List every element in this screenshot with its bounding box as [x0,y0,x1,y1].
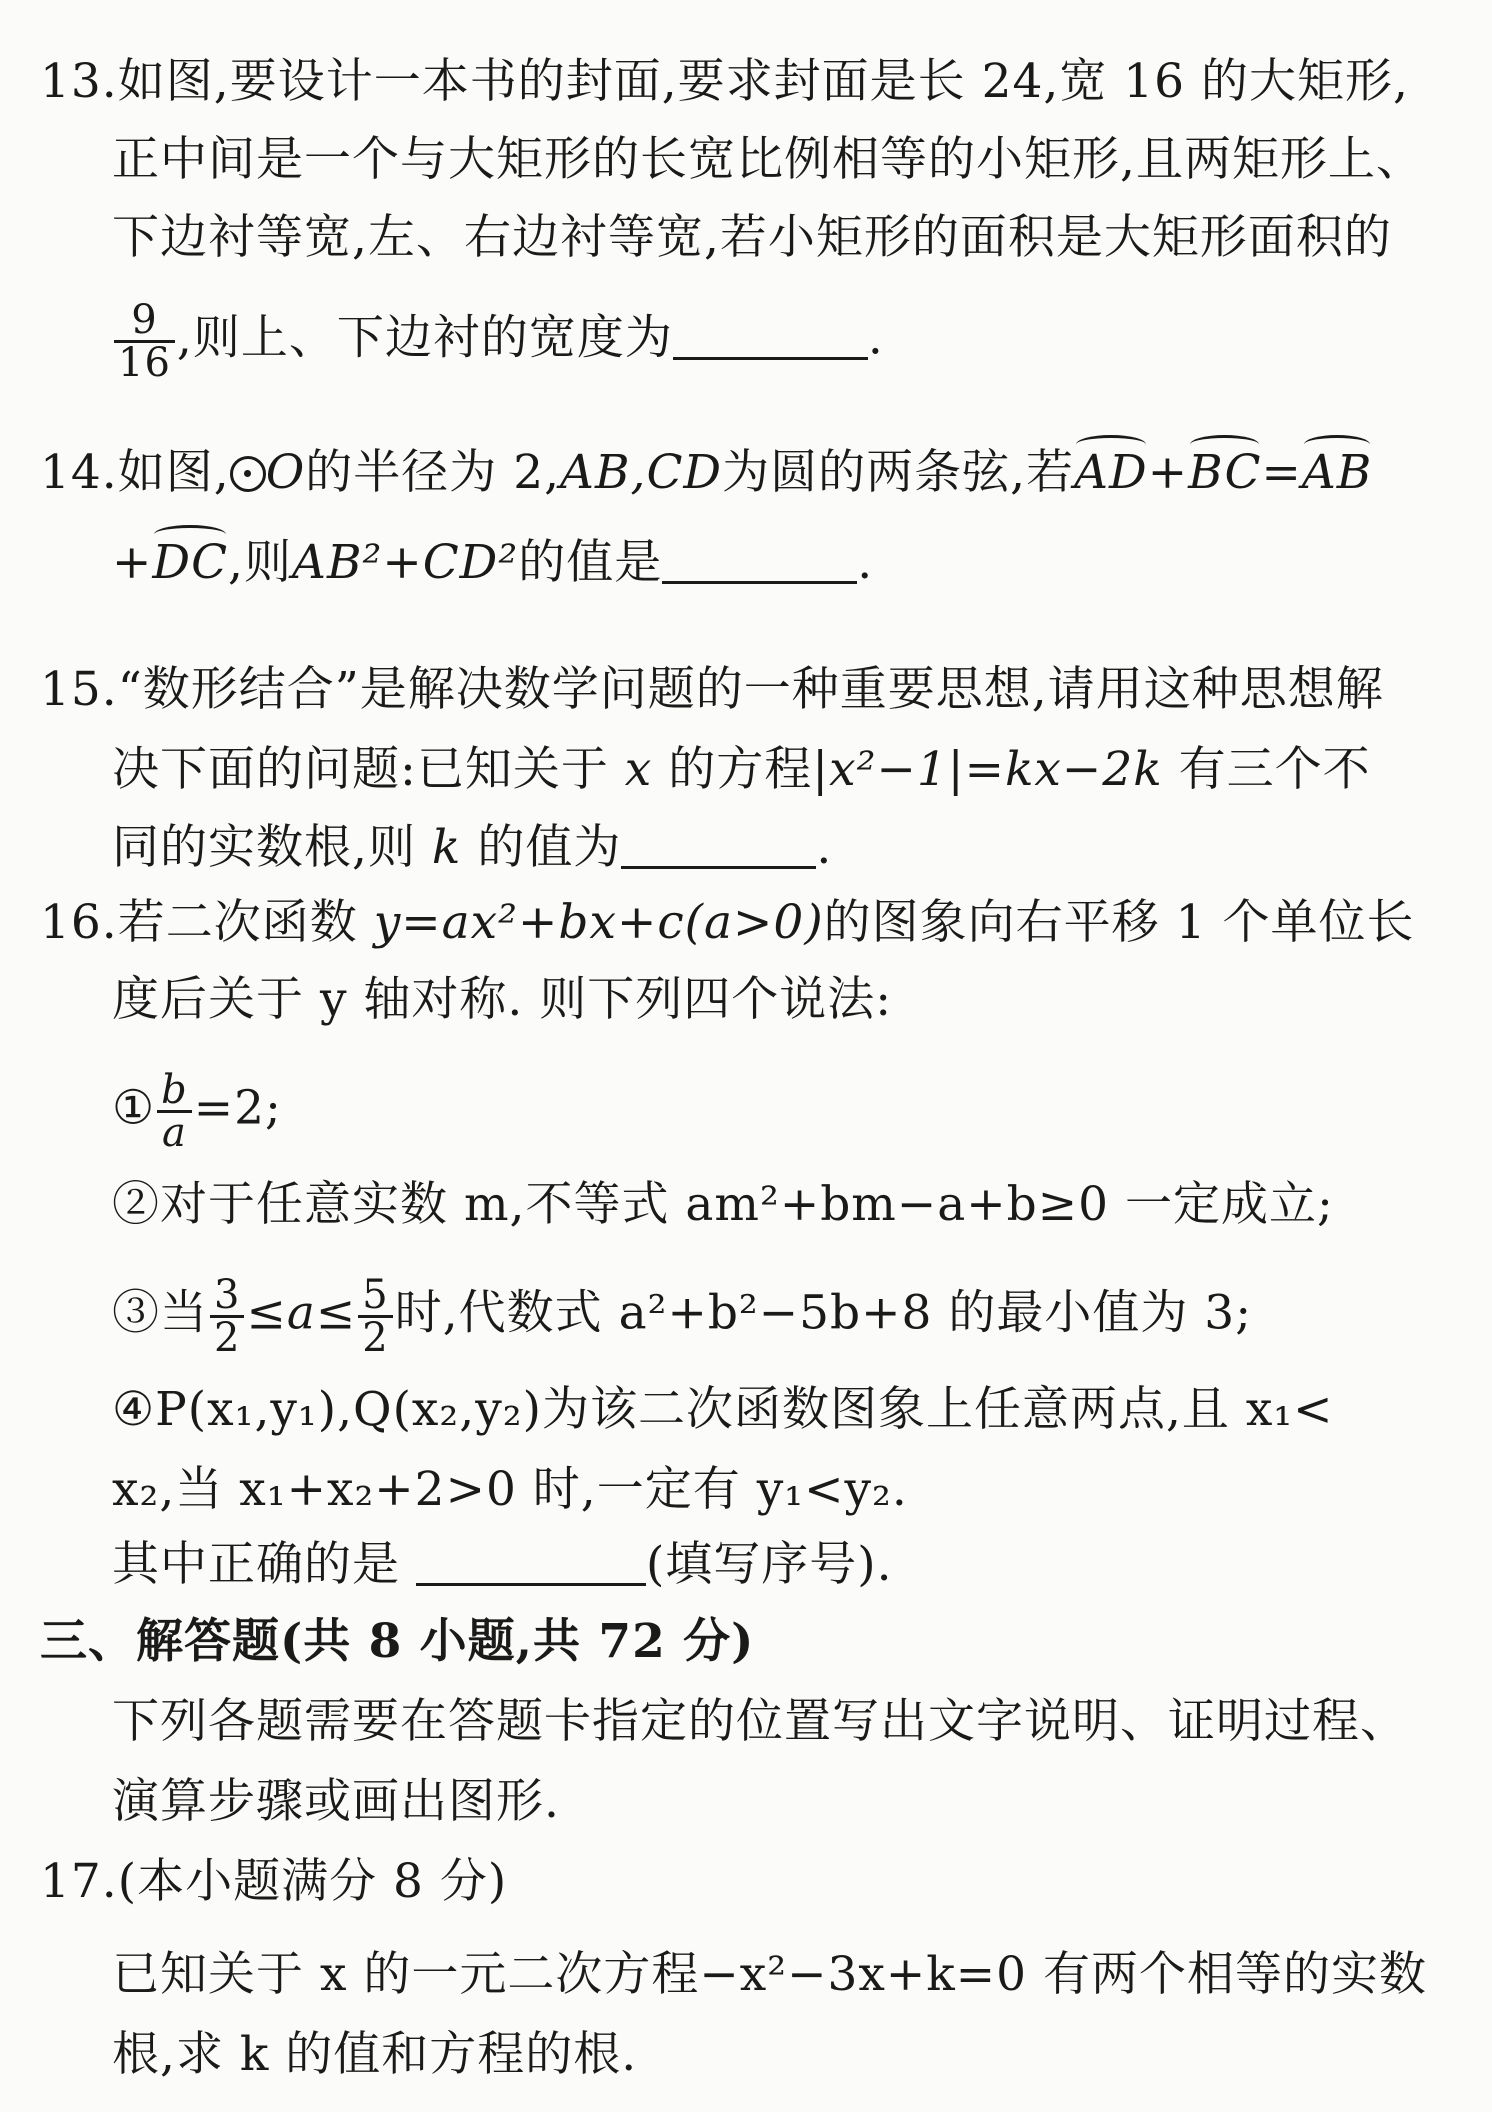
q16-s1-mark: ① [112,1080,156,1136]
q15-equation: |x²−1|=kx−2k [812,742,1163,797]
q14-chords: AB,CD [560,445,723,500]
q16-s1-den: a [162,1110,187,1156]
q13-text-line1: 如图,要设计一本书的封面,要求封面是长 24,宽 16 的大矩形, [117,54,1409,109]
q16-s1-num: b [157,1070,192,1113]
q14-text-b: 的半径为 2, [305,445,561,500]
section-3-intro-line2: 演算步骤或画出图形. [112,1774,560,1829]
q15-var-x: x [624,742,653,797]
q16-s1-rest: =2; [193,1080,282,1136]
q13-fraction [114,297,175,386]
section-3-intro-line1: 下列各题需要在答题卡指定的位置写出文字说明、证明过程、 [112,1694,1408,1749]
q14-line2 [112,533,873,593]
q14-circle-label: O [265,445,306,500]
q13-line2: 正中间是一个与大矩形的长宽比例相等的小矩形,且两矩形上、 [112,132,1424,187]
q14-number: 14. [40,445,118,500]
q15-answer-blank [621,826,816,869]
q14-expression: AB²+CD² [292,535,519,590]
q13-line1 [40,52,1409,112]
q17-header [40,1852,507,1912]
q16-number: 16. [40,895,118,950]
q17-score: (本小题满分 8 分) [117,1854,508,1909]
q16-ask-text: 其中正确的是 [112,1537,400,1592]
q15-number: 15. [40,662,118,717]
q15-line3 [112,818,832,878]
q16-ask [112,1535,893,1595]
q14-arc-dc: DC [152,533,228,593]
q14-arc-bc: BC [1188,443,1261,503]
q15-text-3a: 同的实数根,则 [112,820,416,875]
q13-line3: 下边衬等宽,左、右边衬等宽,若小矩形的面积是大矩形面积的 [112,210,1392,265]
q16-s3-mid: ≤a≤ [246,1285,357,1341]
q16-s3-fraction-2 [358,1272,392,1361]
q16-answer-blank [416,1543,646,1586]
q16-s3-text-b: 时,代数式 a²+b²−5b+8 的最小值为 3; [394,1285,1253,1341]
q16-s3-text-a: ③当 [112,1285,208,1341]
q15-var-k: k [431,820,462,875]
q15-line2 [112,740,1371,800]
q14-arc-ad: AD [1074,443,1148,503]
q15-text-2a: 决下面的问题:已知关于 [112,742,609,797]
q16-text-1b: 的图象向右平移 1 个单位长 [823,895,1415,950]
q14-text-d: ,则 [228,535,292,590]
q16-s3-fraction-1 [210,1272,244,1361]
q16-statement-4-line2: x₂,当 x₁+x₂+2>0 时,一定有 y₁<y₂. [112,1462,908,1517]
q16-s3-f2-num: 5 [358,1275,392,1318]
q15-text-3b: 的值为 [477,820,622,875]
q13-frac-num: 9 [114,300,175,343]
q16-statement-2: ②对于任意实数 m,不等式 am²+bm−a+b≥0 一定成立; [112,1177,1334,1232]
q14-text-e: 的值是 [518,535,663,590]
q14-end: . [857,535,874,590]
q16-s1-fraction [157,1067,192,1156]
q13-text-line4: ,则上、下边衬的宽度为 [176,310,673,366]
q16-line1 [40,893,1414,953]
q14-arc-ab: AB [1302,443,1372,503]
circle-symbol-icon [230,456,266,492]
q15-line1 [40,660,1384,720]
q13-answer-blank [673,317,868,360]
q17-line2: 根,求 k 的值和方程的根. [112,2027,638,2082]
q16-statement-3 [112,1272,1253,1361]
section-3-heading: 三、解答题(共 8 小题,共 72 分) [40,1614,755,1669]
q16-s3-f1-den: 2 [214,1315,241,1361]
q14-text-c: 为圆的两条弦,若 [722,445,1075,500]
q16-function: y=ax²+bx+c(a>0) [373,895,824,950]
q15-text-line1: “数形结合”是解决数学问题的一种重要思想,请用这种思想解 [117,662,1384,717]
q13-number: 13. [40,54,118,109]
q15-text-2b: 的方程 [668,742,813,797]
q14-answer-blank [662,541,857,584]
q16-statement-1 [112,1067,282,1156]
q16-s3-f2-den: 2 [362,1315,389,1361]
q17-number: 17. [40,1854,118,1909]
q16-ask-end: (填写序号). [645,1537,893,1592]
q15-text-2c: 有三个不 [1178,742,1371,797]
q16-statement-4-line1: ④P(x₁,y₁),Q(x₂,y₂)为该二次函数图象上任意两点,且 x₁< [112,1382,1334,1437]
q14-plus-1: + [1147,445,1189,500]
q16-line2: 度后关于 y 轴对称. 则下列四个说法: [112,972,893,1027]
q14-plus-2: + [112,535,153,590]
q13-end: . [867,310,884,366]
q13-line4 [112,297,884,386]
q16-text-1a: 若二次函数 [117,895,358,950]
q16-s3-f1-num: 3 [210,1275,244,1318]
q13-frac-den: 16 [118,340,171,386]
q14-eq: = [1261,445,1302,500]
q15-end: . [816,820,833,875]
q17-line1: 已知关于 x 的一元二次方程−x²−3x+k=0 有两个相等的实数 [112,1947,1427,2002]
q14-line1 [40,443,1372,503]
q14-text-a: 如图, [117,445,230,500]
